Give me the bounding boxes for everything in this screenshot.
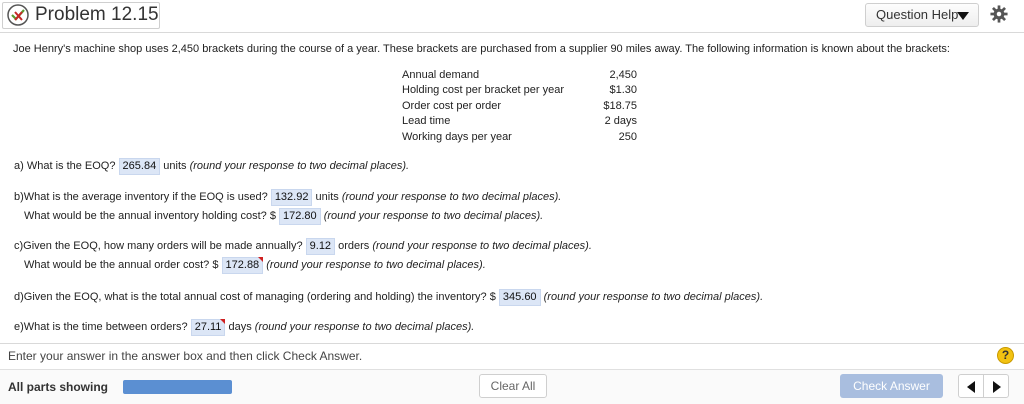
partial-correct-icon (7, 4, 29, 26)
question-b1-text: b)What is the average inventory if the EOQ is used? (14, 191, 268, 203)
instruction-text: Enter your answer in the answer box and then click Check Answer. (8, 349, 363, 363)
question-a (14, 158, 409, 175)
table-value: 2 days (604, 115, 637, 127)
table-label: Order cost per order (402, 100, 502, 112)
content-divider (0, 343, 1024, 344)
progress-bar (123, 380, 232, 394)
table-label: Annual demand (402, 69, 480, 81)
check-answer-button[interactable]: Check Answer (840, 374, 943, 398)
rounding-hint: (round your response to two decimal places). (254, 321, 475, 333)
question-b1 (14, 189, 561, 206)
question-c2 (24, 257, 486, 274)
clear-all-button[interactable]: Clear All (479, 374, 547, 398)
question-e-text: e)What is the time between orders? (14, 321, 188, 333)
answer-box-c1[interactable]: 9.12 (306, 238, 335, 255)
question-mark-icon[interactable]: ? (997, 347, 1014, 364)
rounding-hint: (round your response to two decimal places). (543, 291, 764, 303)
rounding-hint: (round your response to two decimal places). (189, 160, 410, 172)
question-help-label: Question Help (876, 7, 959, 22)
progress-fill (123, 380, 232, 394)
table-label: Lead time (402, 115, 451, 127)
gear-icon[interactable] (990, 5, 1008, 23)
table-label: Working days per year (402, 131, 512, 143)
table-value: $1.30 (609, 84, 637, 96)
table-value: 2,450 (609, 69, 637, 81)
answer-box-e[interactable]: 27.11 (191, 319, 226, 336)
question-b2 (24, 208, 543, 225)
question-help-button[interactable] (865, 3, 979, 27)
question-b2-text: What would be the annual inventory holding cost? $ (24, 210, 276, 222)
unit-label: orders (338, 240, 370, 252)
answer-box-a[interactable]: 265.84 (119, 158, 161, 175)
table-label: Holding cost per bracket per year (402, 84, 565, 96)
next-arrow-icon (993, 381, 1001, 393)
rounding-hint: (round your response to two decimal places). (372, 240, 592, 252)
table-value: $18.75 (603, 100, 637, 112)
caret-down-icon (957, 12, 969, 20)
question-c2-text: What would be the annual order cost? $ (24, 259, 219, 271)
problem-intro: Joe Henry's machine shop uses 2,450 brackets during the course of a year. These brackets are purchased from a supplier 90 miles away. The following information is known about the brackets: (13, 43, 950, 55)
question-d-text: d)Given the EOQ, what is the total annual cost of managing (ordering and holding) the inventory? $ (14, 291, 496, 303)
rounding-hint: (round your response to two decimal places). (266, 259, 486, 271)
answer-box-c2[interactable]: 172.88 (222, 257, 264, 274)
page-title: Problem 12.15 (35, 4, 159, 25)
question-e (14, 319, 474, 336)
prev-button[interactable] (958, 374, 984, 398)
prev-arrow-icon (967, 381, 975, 393)
question-d (14, 289, 763, 306)
question-c1-text: c)Given the EOQ, how many orders will be made annually? (14, 240, 303, 252)
answer-box-d[interactable]: 345.60 (499, 289, 541, 306)
parts-showing-label: All parts showing (8, 380, 109, 394)
rounding-hint: (round your response to two decimal places). (341, 191, 562, 203)
question-c1 (14, 238, 592, 255)
next-button[interactable] (983, 374, 1009, 398)
unit-label: units (315, 191, 339, 203)
unit-label: days (228, 321, 252, 333)
answer-box-b1[interactable]: 132.92 (271, 189, 313, 206)
rounding-hint: (round your response to two decimal places). (323, 210, 544, 222)
table-value: 250 (618, 131, 637, 143)
unit-label: units (163, 160, 187, 172)
header-divider (0, 32, 1024, 33)
question-a-text: a) What is the EOQ? (14, 160, 116, 172)
answer-box-b2[interactable]: 172.80 (279, 208, 321, 225)
